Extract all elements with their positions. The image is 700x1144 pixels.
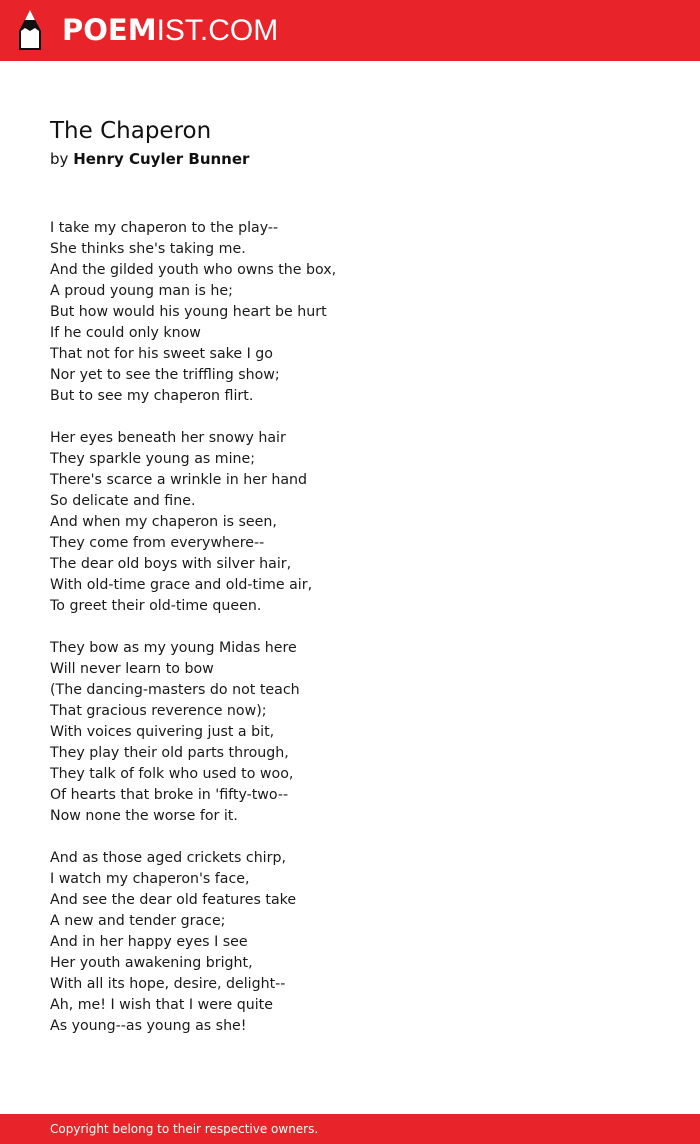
poem-line: With all its hope, desire, delight-- [50, 976, 286, 992]
poem-body [50, 218, 650, 1058]
byline [50, 148, 249, 170]
poem-line: But to see my chaperon flirt. [50, 388, 254, 404]
poem-line: There's scarce a wrinkle in her hand [50, 472, 308, 488]
poem-line: Ah, me! I wish that I were quite [50, 997, 273, 1013]
site-logo-link[interactable] [62, 12, 278, 48]
poem-line: With voices quivering just a bit, [50, 724, 275, 740]
stanza-2 [50, 428, 650, 617]
poem-line: And in her happy eyes I see [50, 934, 248, 950]
poem-title: The Chaperon [50, 118, 212, 144]
poem-line: And as those aged crickets chirp, [50, 850, 286, 866]
brand-bold-text: POEM [62, 13, 157, 47]
poem-line: The dear old boys with silver hair, [50, 556, 292, 572]
site-header [0, 0, 700, 61]
poem-line: They talk of folk who used to woo, [50, 766, 294, 782]
site-footer [0, 1114, 700, 1144]
poem-line: A proud young man is he; [50, 283, 233, 299]
brand-light-text: IST.COM [156, 14, 279, 47]
poem-line: Her youth awakening bright, [50, 955, 253, 971]
poem-line: With old-time grace and old-time air, [50, 577, 313, 593]
poem-line: So delicate and fine. [50, 493, 196, 509]
poem-line: And see the dear old features take [50, 892, 297, 908]
poem-line: That not for his sweet sake I go [50, 346, 273, 362]
poem-line: Will never learn to bow [50, 661, 214, 677]
poem-line: Nor yet to see the triffling show; [50, 367, 280, 383]
poem-line: Now none the worse for it. [50, 808, 238, 824]
poem-line: A new and tender grace; [50, 913, 226, 929]
poem-line: And the gilded youth who owns the box, [50, 262, 337, 278]
author-name: Henry Cuyler Bunner [73, 150, 250, 168]
poem-line: If he could only know [50, 325, 201, 341]
poem-line: And when my chaperon is seen, [50, 514, 277, 530]
poem-line: They sparkle young as mine; [50, 451, 256, 467]
poem-line: As young--as young as she! [50, 1018, 247, 1034]
poem-line: I take my chaperon to the play-- [50, 220, 279, 236]
poem-line: Of hearts that broke in 'fifty-two-- [50, 787, 289, 803]
poem-line: But how would his young heart be hurt [50, 304, 327, 320]
poem-line: I watch my chaperon's face, [50, 871, 250, 887]
copyright-text: Copyright belong to their respective owners. [50, 1122, 319, 1136]
poem-line: That gracious reverence now); [50, 703, 267, 719]
stanza-1 [50, 218, 650, 407]
stanza-3 [50, 638, 650, 827]
poem-line: (The dancing-masters do not teach [50, 682, 300, 698]
pencil-tip-icon[interactable] [17, 9, 43, 51]
poem-line: She thinks she's taking me. [50, 241, 246, 257]
stanza-4 [50, 848, 650, 1037]
poem-line: They play their old parts through, [50, 745, 289, 761]
poem-line: To greet their old-time queen. [50, 598, 262, 614]
poem-line: They bow as my young Midas here [50, 640, 297, 656]
poem-line: They come from everywhere-- [50, 535, 265, 551]
poem-line: Her eyes beneath her snowy hair [50, 430, 286, 446]
by-label: by [50, 150, 69, 168]
